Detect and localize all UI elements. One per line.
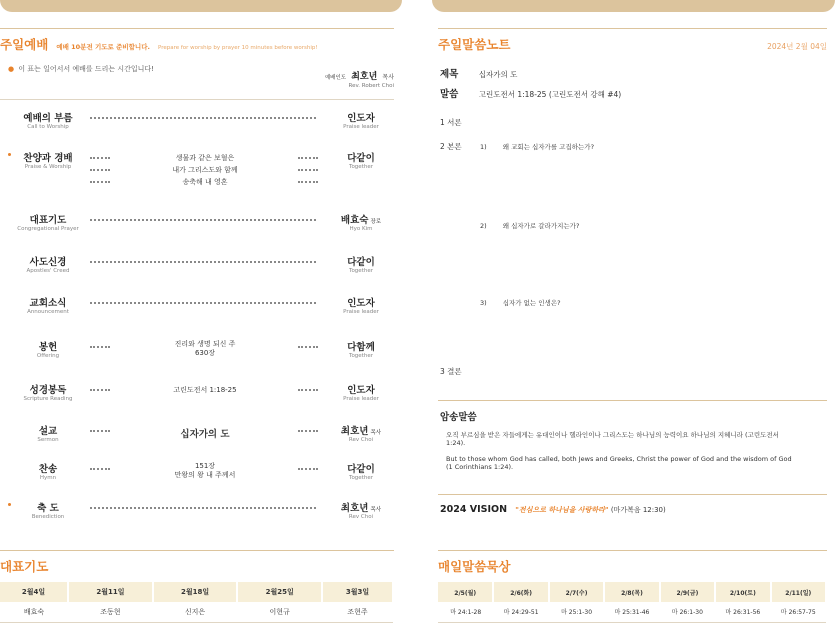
prayer-date: 2월18일 (153, 582, 238, 602)
subject-label: 제목 (440, 69, 459, 80)
meditation-section (438, 550, 827, 623)
point-1 (480, 142, 594, 151)
item-detail: 진리와 생명 되신 주 (174, 340, 236, 348)
point-3 (480, 298, 561, 307)
bullet-icon: ● (8, 65, 15, 73)
item-leader-name: 인도자 (347, 113, 375, 124)
vision-quote: "전심으로 하나님을 사랑하라" (515, 506, 609, 514)
prayer-header (0, 550, 394, 578)
item-title-en: Praise & Worship (24, 164, 72, 170)
meditation-day: 2/10(토) (715, 582, 770, 602)
item-title-en: Scripture Reading (23, 396, 73, 402)
meditation-verse: 마 26:31-56 (715, 602, 770, 622)
dotted-leader (90, 169, 110, 171)
item-leader (318, 295, 404, 309)
worship-leader (325, 64, 394, 89)
prayer-date: 2월25일 (237, 582, 322, 602)
prayer-date: 2월11일 (68, 582, 153, 602)
item-title-ko: 찬송 (38, 464, 58, 475)
meditation-verses-row (438, 602, 826, 622)
item-title-ko: 축 도 (37, 503, 59, 514)
item-leader-title: 목사 (370, 507, 382, 513)
meditation-days-row (438, 582, 826, 602)
memory-verse (438, 400, 827, 472)
dotted-leader (90, 157, 110, 159)
dotted-leader (90, 181, 110, 183)
item-leader-en: Praise leader (343, 396, 379, 402)
memory-title: 암송말씀 (440, 412, 477, 423)
item-leader-en: Rev Choi (348, 437, 374, 443)
worship-title: 주일예배 (0, 37, 49, 52)
item-detail: 십자가의 도 (180, 429, 230, 440)
item-detail: 만왕의 왕 내 주께서 (174, 471, 236, 479)
item-leader (318, 461, 404, 475)
scripture-text: 고린도전서 1:18-25 (고린도전서 강해 #4) (478, 90, 622, 99)
item-detail: 송축해 내 영혼 (182, 178, 228, 186)
vision-row (438, 494, 827, 515)
item-leader-name: 최호년 (340, 503, 369, 514)
worship-sub-en: Prepare for worship by prayer 10 minutes before worship! (157, 45, 318, 51)
item-leader-name: 인도자 (347, 298, 375, 309)
item-leader-en: Hyo Kim (349, 226, 373, 232)
vision-ref: (마가복음 12:30) (610, 506, 666, 514)
meditation-title: 매일말씀묵상 (438, 559, 511, 574)
meditation-verse: 마 26:57-75 (771, 602, 826, 622)
prayer-name: 조동현 (68, 602, 153, 622)
point-3-num: 3) (480, 299, 487, 307)
item-leader-en: Together (349, 268, 373, 274)
prayer-table (0, 582, 394, 623)
dotted-leader (298, 346, 318, 348)
dotted-leader (90, 346, 110, 348)
point-2-text: 왜 십자가로 갈라가지는가? (502, 222, 580, 230)
item-leader-name: 최호년 (340, 426, 369, 437)
item-leader (318, 254, 404, 268)
item-leader (318, 382, 404, 396)
item-leader-en: Praise leader (343, 309, 379, 315)
top-tab-left (0, 0, 402, 12)
dotted-leader (90, 430, 110, 432)
item-leader-title: 장로 (370, 219, 382, 225)
item-leader-en: Praise leader (343, 124, 379, 130)
item-detail: 151장 (194, 462, 216, 470)
point-1-num: 1) (480, 143, 487, 151)
item-title-ko: 교회소식 (29, 298, 67, 309)
prayer-name: 이현규 (237, 602, 322, 622)
dotted-leader (298, 169, 318, 171)
notes-date: 2024년 2월 04일 (767, 42, 827, 51)
item-title-ko: 사도신경 (29, 257, 67, 268)
item-leader-name: 다같이 (347, 464, 375, 475)
item-title-ko: 성경봉독 (29, 385, 67, 396)
dotted-leader (90, 219, 316, 221)
standing-note (8, 64, 154, 74)
meditation-table (438, 582, 827, 623)
item-leader-en: Together (349, 353, 373, 359)
item-detail: 고린도전서 1:18-25 (173, 386, 237, 394)
item-detail: 생물과 같은 보혈은 (175, 154, 235, 162)
item-title-ko: 설교 (38, 426, 58, 437)
top-tab-right (432, 0, 835, 12)
item-leader (318, 150, 404, 164)
dotted-leader (298, 389, 318, 391)
prayer-date: 3월3일 (322, 582, 393, 602)
point-3-text: 십자가 없는 인생은? (502, 299, 561, 307)
subject-text: 십자가의 도 (478, 70, 518, 79)
item-detail: 내가 그리스도와 함께 (172, 166, 238, 174)
item-title-en: Apostles' Creed (26, 268, 70, 274)
item-leader-name: 다같이 (347, 257, 375, 268)
item-leader (318, 212, 404, 226)
point-1-text: 왜 교회는 십자가를 고집하는가? (502, 143, 595, 151)
item-title-en: Benediction (31, 514, 65, 520)
scripture-row (440, 86, 621, 100)
dotted-leader (90, 468, 110, 470)
meditation-day: 2/8(목) (604, 582, 659, 602)
item-leader-en: Together (349, 475, 373, 481)
dotted-leader (298, 468, 318, 470)
prayer-dates-row (0, 582, 393, 602)
item-title-en: Congregational Prayer (17, 226, 79, 232)
item-detail: 630장 (194, 349, 216, 357)
item-leader (318, 500, 404, 514)
leader-role: 예배인도 (324, 75, 347, 81)
dotted-leader (90, 302, 316, 304)
leader-title: 목사 (382, 74, 394, 81)
item-leader-name: 다같이 (347, 153, 375, 164)
prayer-name: 조현주 (322, 602, 393, 622)
worship-panel (0, 28, 394, 100)
point-2 (480, 221, 579, 230)
notes-header (438, 28, 827, 56)
leader-name: 최호년 (351, 72, 378, 82)
meditation-day: 2/5(월) (438, 582, 493, 602)
prayer-section (0, 550, 394, 623)
dotted-leader (90, 389, 110, 391)
standing-note-text: 이 표는 일어서서 예배를 드리는 시간입니다! (18, 65, 154, 73)
item-leader-name: 다함께 (347, 342, 375, 353)
item-leader-name: 인도자 (347, 385, 375, 396)
meditation-verse: 마 24:29-51 (493, 602, 548, 622)
meditation-day: 2/9(금) (660, 582, 715, 602)
item-title-en: Sermon (37, 437, 59, 443)
item-title-en: Hymn (39, 475, 57, 481)
dotted-leader (90, 261, 316, 263)
item-title-en: Offering (36, 353, 60, 359)
item-leader-title: 목사 (370, 430, 382, 436)
item-leader (318, 339, 404, 353)
prayer-title: 대표기도 (0, 559, 49, 574)
notes-panel (438, 28, 827, 626)
memory-ko: 오직 부르심을 받은 자들에게는 유대인이나 헬라인이나 그리스도는 하나님의 능력이요 하나님의 지혜니라 (고린도전서 1:24). (446, 431, 779, 448)
dotted-leader (90, 507, 316, 509)
item-leader (318, 110, 404, 124)
meditation-header (438, 550, 827, 578)
meditation-day: 2/6(화) (493, 582, 548, 602)
worship-header (0, 28, 394, 56)
item-title-ko: 예배의 부름 (23, 113, 73, 124)
item-title-en: Call to Worship (27, 124, 69, 130)
item-title-ko: 대표기도 (29, 215, 67, 226)
item-leader-en: Rev Choi (348, 514, 374, 520)
point-2-num: 2) (480, 222, 487, 230)
meditation-verse: 마 26:1-30 (660, 602, 715, 622)
prayer-names-row (0, 602, 393, 622)
item-leader (318, 423, 404, 437)
meditation-verse: 마 25:31-46 (604, 602, 659, 622)
meditation-day: 2/7(수) (549, 582, 604, 602)
meditation-verse: 마 25:1-30 (549, 602, 604, 622)
worship-note-row (0, 64, 394, 100)
intro-label: 1 서론 (440, 118, 462, 127)
leader-en: Rev. Robert Choi (348, 83, 394, 89)
dotted-leader (298, 157, 318, 159)
item-title-ko: 찬양과 경배 (23, 153, 73, 164)
item-leader-name: 배효숙 (340, 215, 369, 226)
body-label: 2 본론 (440, 142, 462, 151)
item-title-en: Announcement (27, 309, 69, 315)
memory-en: But to those whom God has called, both Jews and Greeks, Christ the power of God and the wisdom of God (1 Corinthians 1:24). (446, 455, 792, 472)
meditation-day: 2/11(일) (771, 582, 826, 602)
meditation-verse: 마 24:1-28 (438, 602, 493, 622)
vision-label: 2024 VISION (440, 504, 508, 515)
prayer-name: 신지은 (153, 602, 238, 622)
dotted-leader (298, 181, 318, 183)
prayer-name: 배효숙 (0, 602, 68, 622)
conclusion-label: 3 결론 (440, 367, 462, 376)
scripture-label: 말씀 (440, 89, 459, 100)
prayer-date: 2월4일 (0, 582, 68, 602)
item-leader-en: Together (349, 164, 373, 170)
notes-title: 주일말씀노트 (438, 37, 511, 52)
dotted-leader (298, 430, 318, 432)
dotted-leader (90, 117, 316, 119)
worship-sub-ko: 예배 10분전 기도로 준비합니다. (56, 43, 150, 51)
subject-row (440, 66, 517, 80)
item-title-ko: 봉헌 (38, 342, 58, 353)
